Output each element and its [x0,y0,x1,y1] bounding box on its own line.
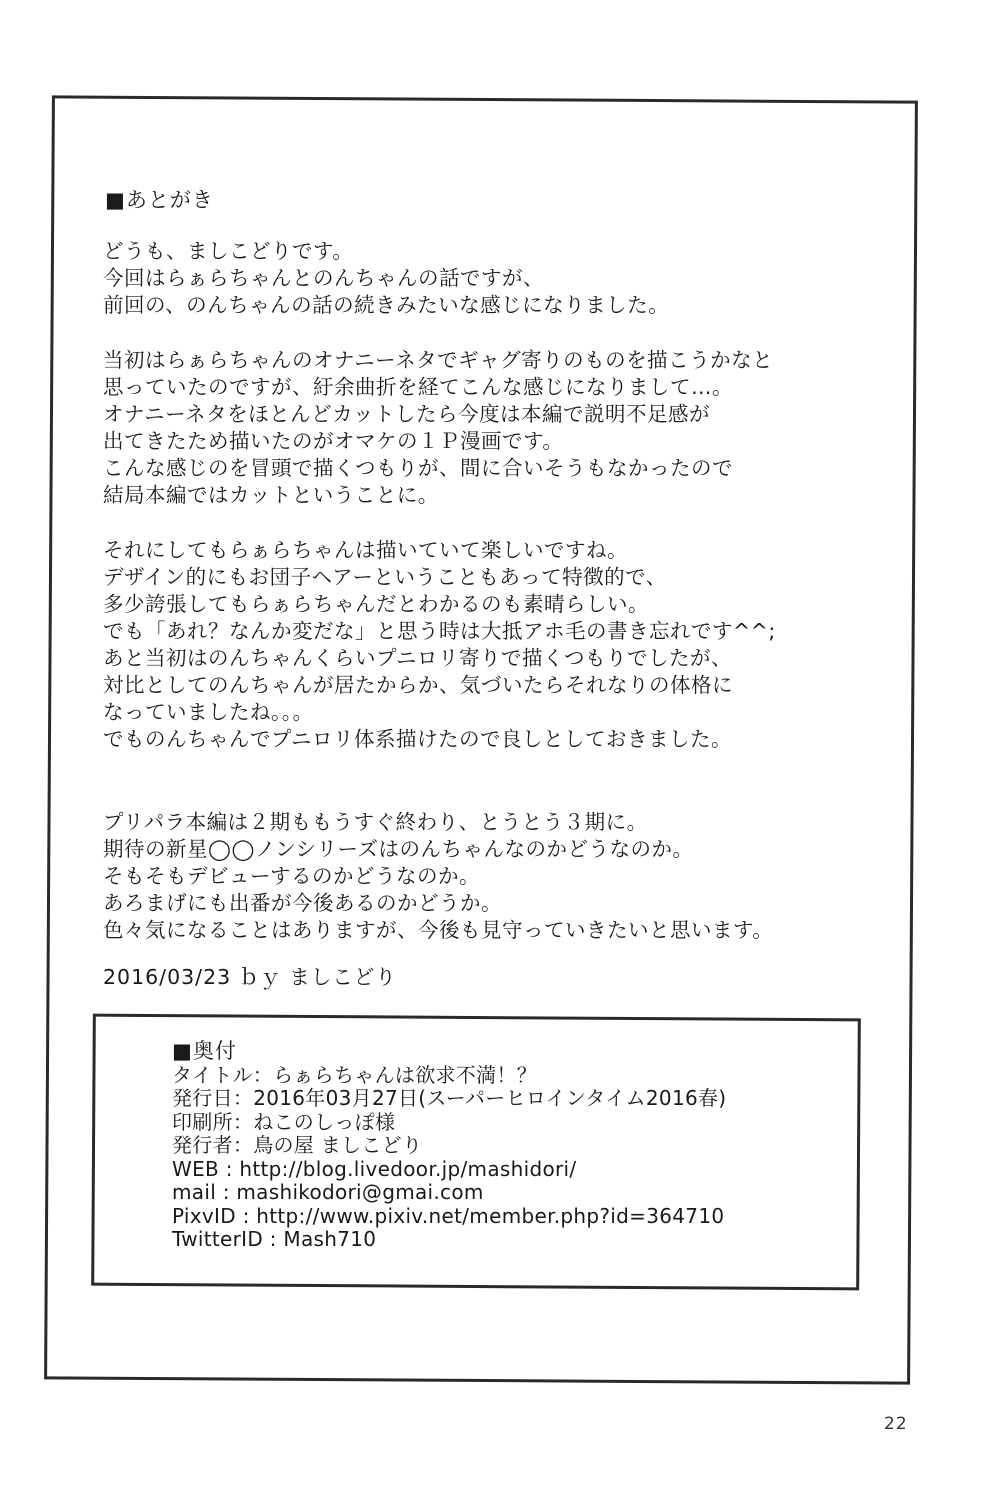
afterword-paragraph-background [103,347,893,509]
colophon-printer: 印刷所：ねこのしっぽ様 [172,1109,396,1134]
text-line: 前回の、のんちゃんの話の続きみたいな感じになりました。 [103,293,670,317]
afterword-heading: ■あとがき [105,188,214,212]
text-line: あろまげにも出番が今後あるのかどうか。 [103,891,502,915]
text-line: 思っていたのですが、紆余曲折を経てこんな感じになりまして…。 [103,375,733,399]
colophon-publisher: 発行者：鳥の屋 ましこどり [172,1133,423,1157]
colophon-section [172,1040,832,1252]
text-line: なっていましたね。。。 [103,700,314,724]
text-line: 今回はらぁらちゃんとのんちゃんの話ですが、 [103,266,544,290]
text-line: でものんちゃんでプニロリ体系描けたので良しとしておきました。 [103,727,732,751]
text-line: 対比としてのんちゃんが居たからか、気づいたらそれなりの体格に [103,673,733,697]
text-line: こんな感じのを冒頭で描くつもりが、間に合いそうもなかったので [103,456,733,480]
text-line: でも「あれ？なんか変だな」と思う時は大抵アホ毛の書き忘れです^^; [103,619,776,643]
colophon-twitter: TwitterID : Mash710 [172,1227,377,1251]
text-line: あと当初はのんちゃんくらいプニロリ寄りで描くつもりでしたが、 [103,646,732,670]
text-line: 期待の新星◯◯ノンシリーズはのんちゃんなのかどうなのか。 [103,837,694,861]
text-line: それにしてもらぁらちゃんは描いていて楽しいですね。 [103,538,628,562]
text-line: 出てきたため描いたのがオマケの１Ｐ漫画です。 [103,429,564,453]
afterword-paragraph-series [103,809,893,944]
page-number: 22 [884,1414,908,1434]
text-line: そもそもデビューするのかどうなのか。 [103,864,480,888]
text-line: 色々気になることはありますが、今後も見守っていきたいと思います。 [103,918,774,942]
text-line: 結局本編ではカットということに。 [103,483,439,507]
colophon-mail: mail : mashikodori@gmai.com [172,1180,484,1204]
colophon-title: タイトル：らぁらちゃんは欲求不満！？ [172,1062,537,1087]
colophon-date: 発行日：2016年03月27日(スーパーヒロインタイム2016春) [172,1086,727,1110]
text-line: プリパラ本編は２期ももうすぐ終わり、とうとう３期に。 [103,810,648,834]
afterword-paragraph-intro [103,238,893,319]
colophon-pixiv: PixvID : http://www.pixiv.net/member.php?id=364710 [172,1203,725,1228]
colophon-heading: ■奥付 [172,1039,237,1063]
afterword-paragraph-character [103,537,893,753]
colophon-web: WEB : http://blog.livedoor.jp/mashidori/ [172,1156,577,1181]
text-line: オナニーネタをほとんどカットしたら今度は本編で説明不足感が [103,402,710,426]
text-line: 当初はらぁらちゃんのオナニーネタでギャグ寄りのものを描こうかなと [103,348,774,372]
afterword-signature: 2016/03/23 ｂｙ ましこどり [103,965,397,989]
afterword-section [103,184,893,991]
text-line: 多少誇張してもらぁらちゃんだとわかるのも素晴らしい。 [103,592,649,616]
text-line: どうも、ましこどりです。 [103,239,354,263]
text-line: デザイン的にもお団子ヘアーということもあって特徴的で、 [103,565,667,589]
